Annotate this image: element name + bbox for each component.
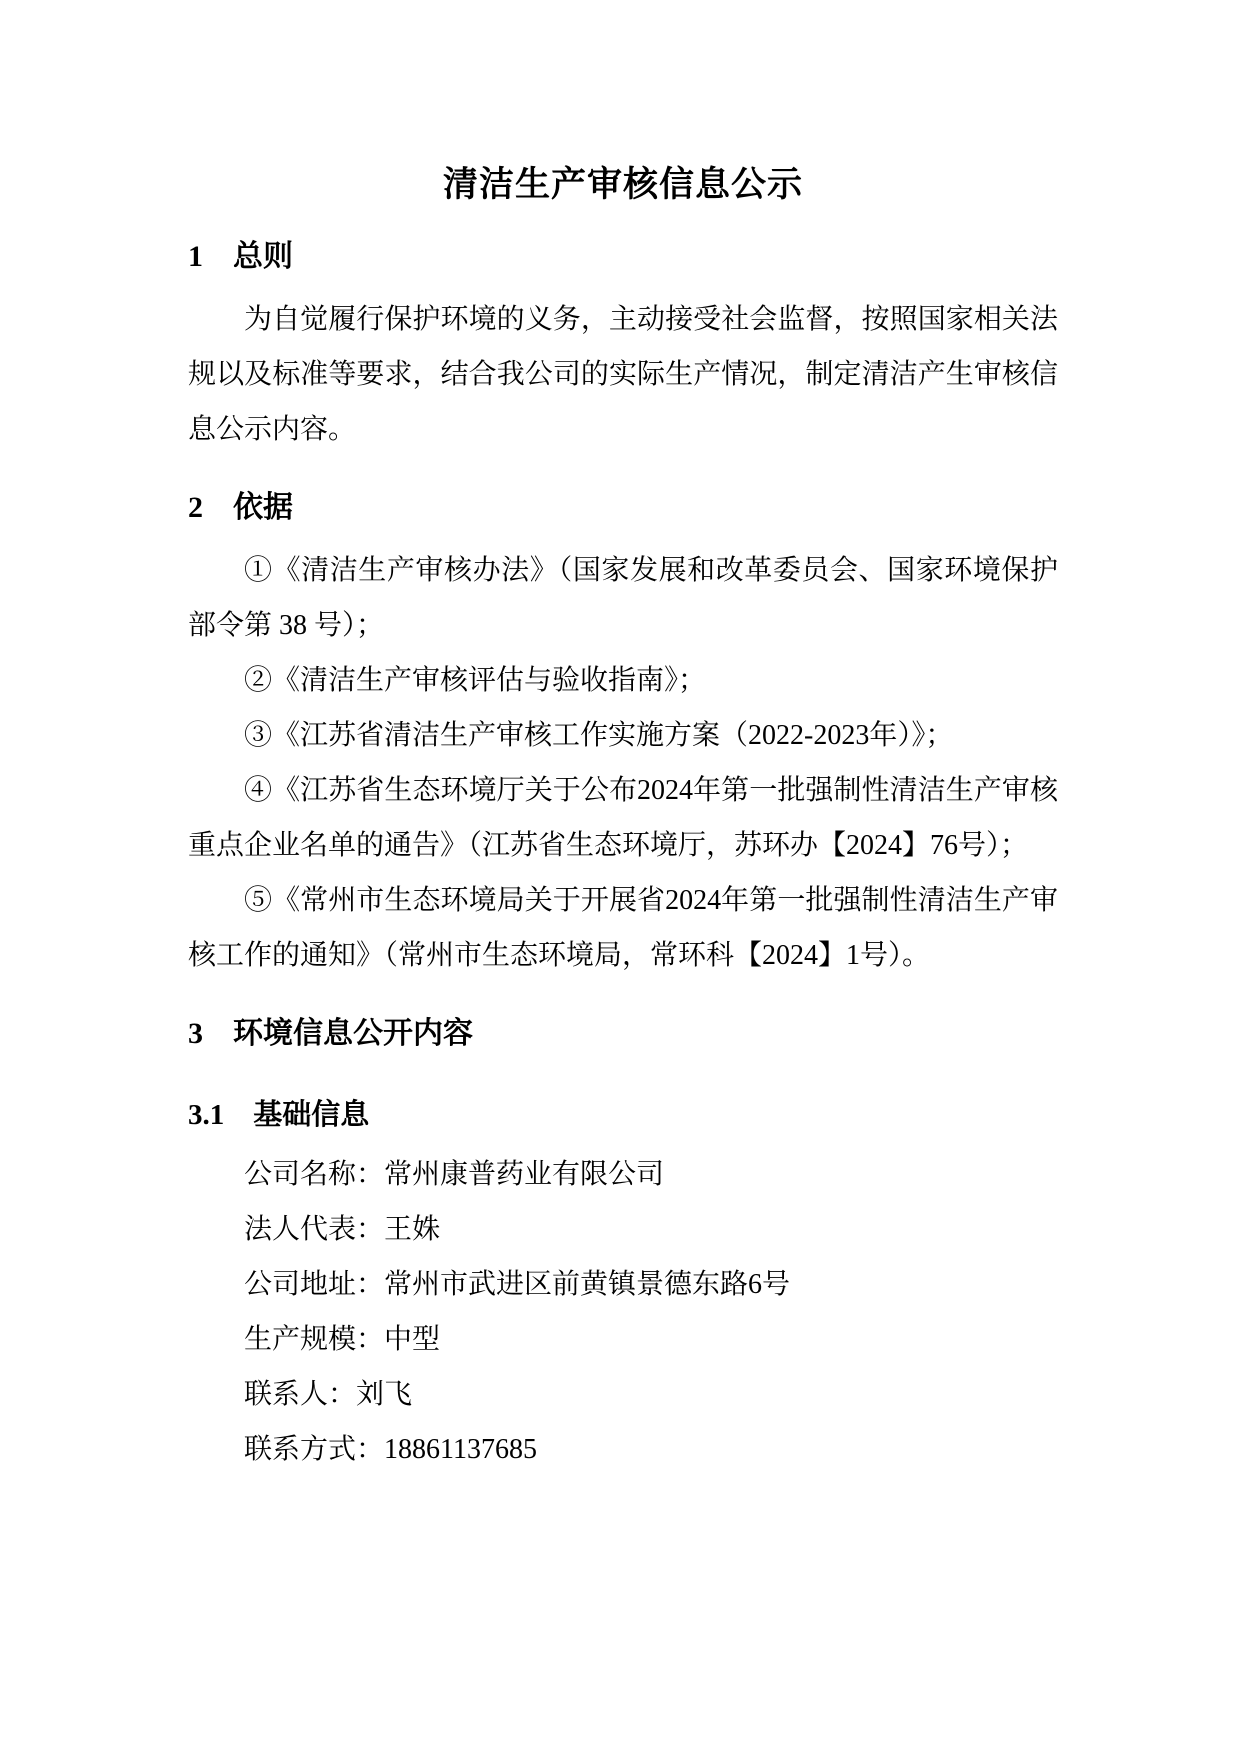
section-basis — [188, 487, 1058, 983]
field-company-name-label: 公司名称： — [244, 1159, 385, 1190]
basis-item-5: ⑤《常州市生态环境局关于开展省2024年第一批强制性清洁生产审核工作的通知》（常州市生态环境局，常环科【2024】1号）。 — [188, 885, 1058, 971]
section-1-paragraph: 为自觉履行保护环境的义务，主动接受社会监督，按照国家相关法规以及标准等要求，结合我公司的实际生产情况，制定清洁产生审核信息公示内容。 — [188, 304, 1058, 445]
field-contact-phone — [188, 1422, 1058, 1477]
basic-info-list — [188, 1147, 1058, 1477]
field-legal-representative-value: 王姝 — [384, 1214, 441, 1245]
field-contact-person — [188, 1367, 1058, 1422]
section-3-heading: 3 环境信息公开内容 — [188, 1017, 473, 1050]
field-company-address-label: 公司地址： — [244, 1269, 385, 1300]
field-production-scale — [188, 1312, 1058, 1367]
field-production-scale-label: 生产规模： — [244, 1324, 385, 1355]
field-contact-person-label: 联系人： — [244, 1379, 357, 1410]
section-1-heading: 1 总则 — [188, 240, 293, 273]
section-3-1-heading: 3.1 基础信息 — [188, 1099, 370, 1131]
field-company-address-value: 常州市武进区前黄镇景德东路6号 — [384, 1269, 791, 1300]
field-contact-person-value: 刘飞 — [356, 1379, 413, 1410]
section-1-body — [188, 292, 1058, 457]
field-legal-representative-label: 法人代表： — [244, 1214, 385, 1245]
field-production-scale-value: 中型 — [384, 1324, 441, 1355]
document-title: 清洁生产审核信息公示 — [442, 165, 803, 204]
field-contact-phone-label: 联系方式： — [244, 1434, 385, 1465]
basis-item-2: ②《清洁生产审核评估与验收指南》； — [244, 665, 707, 696]
section-general — [188, 236, 1058, 457]
section-2-heading: 2 依据 — [188, 491, 293, 524]
basis-item-3: ③《江苏省清洁生产审核工作实施方案（2022-2023年）》； — [244, 720, 954, 751]
field-company-address — [188, 1257, 1058, 1312]
basis-item-4: ④《江苏省生态环境厅关于公布2024年第一批强制性清洁生产审核重点企业名单的通告》（江苏省生态环境厅，苏环办【2024】76号）； — [188, 775, 1058, 861]
section-2-body — [188, 543, 1058, 983]
field-legal-representative — [188, 1202, 1058, 1257]
field-contact-phone-value: 18861137685 — [384, 1434, 537, 1465]
field-company-name — [188, 1147, 1058, 1202]
section-disclosure — [188, 1013, 1058, 1477]
basis-item-1: ①《清洁生产审核办法》（国家发展和改革委员会、国家环境保护部令第 38 号）； — [188, 555, 1058, 641]
field-company-name-value: 常州康普药业有限公司 — [384, 1159, 665, 1190]
